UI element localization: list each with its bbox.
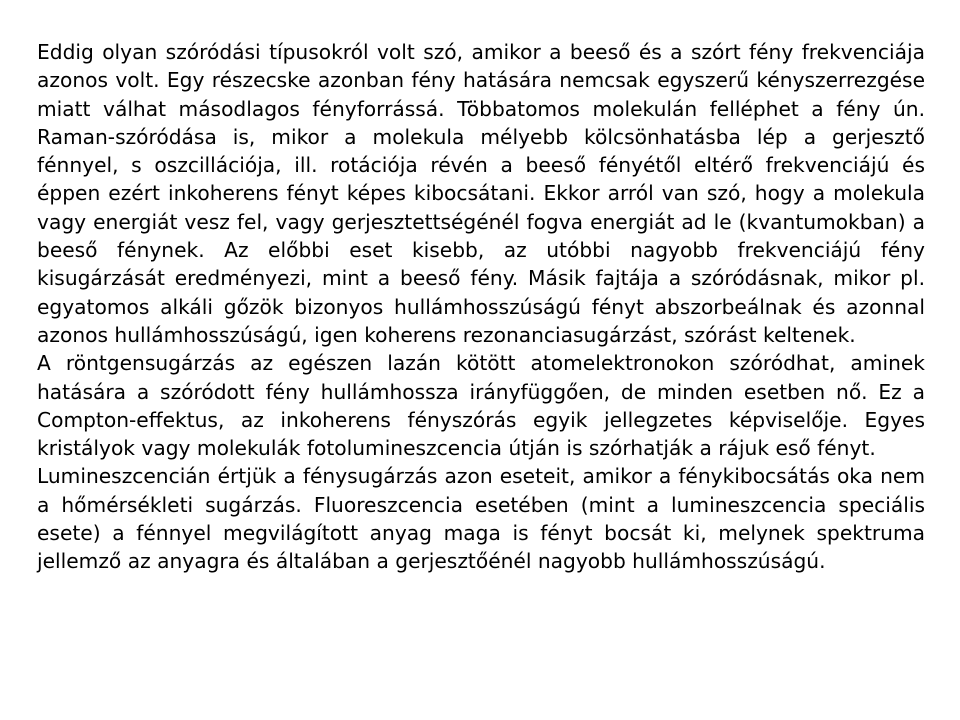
paragraph-compton-effect: A röntgensugárzás az egészen lazán kötött atomelektronokon szóródhat, aminek hatására a szóródott fény hullámhossza irányfüggően, de minden esetben nő. Ez a Compton-effektus, az inkoherens fényszórás egyik jellegzetes képviselője. Egyes kristályok vagy molekulák fotolumineszcencia útján is szórhatják a rájuk eső fényt. bbox=[37, 351, 925, 461]
paragraph-luminescence: Lumineszcencián értjük a fénysugárzás azon eseteit, amikor a fénykibocsátás oka nem a hőmérsékleti sugárzás. Fluoreszcencia esetében (mint a lumineszcencia speciális esete) a fénnyel megvilágított anyag maga is fényt bocsát ki, melynek spektruma jellemző az anyagra és általában a gerjesztőénél nagyobb hullámhosszúságú. bbox=[37, 464, 925, 574]
document-body bbox=[37, 38, 925, 576]
paragraph-raman-scattering: Eddig olyan szóródási típusokról volt szó, amikor a beeső és a szórt fény frekvenciája azonos volt. Egy részecske azonban fény hatására nemcsak egyszerű kényszerrezgése miatt válhat másodlagos fényforrássá. Többatomos molekulán felléphet a fény ún. Raman-szóródása is, mikor a molekula mélyebb kölcsönhatásba lép a gerjesztő fénnyel, s oszcillációja, ill. rotációja révén a beeső fényétől eltérő frekvenciájú és éppen ezért inkoherens fényt képes kibocsátani. Ekkor arról van szó, hogy a molekula vagy energiát vesz fel, vagy gerjesztettségénél fogva energiát ad le (kvantumokban) a beeső fénynek. Az előbbi eset kisebb, az utóbbi nagyobb frekvenciájú fény kisugárzását eredményezi, mint a beeső fény. Másik fajtája a szóródásnak, mikor pl. egyatomos alkáli gőzök bizonyos hullámhosszúságú fényt abszorbeálnak és azonnal azonos hullámhosszúságú, igen koherens rezonanciasugárzást, szórást keltenek. bbox=[37, 40, 925, 347]
